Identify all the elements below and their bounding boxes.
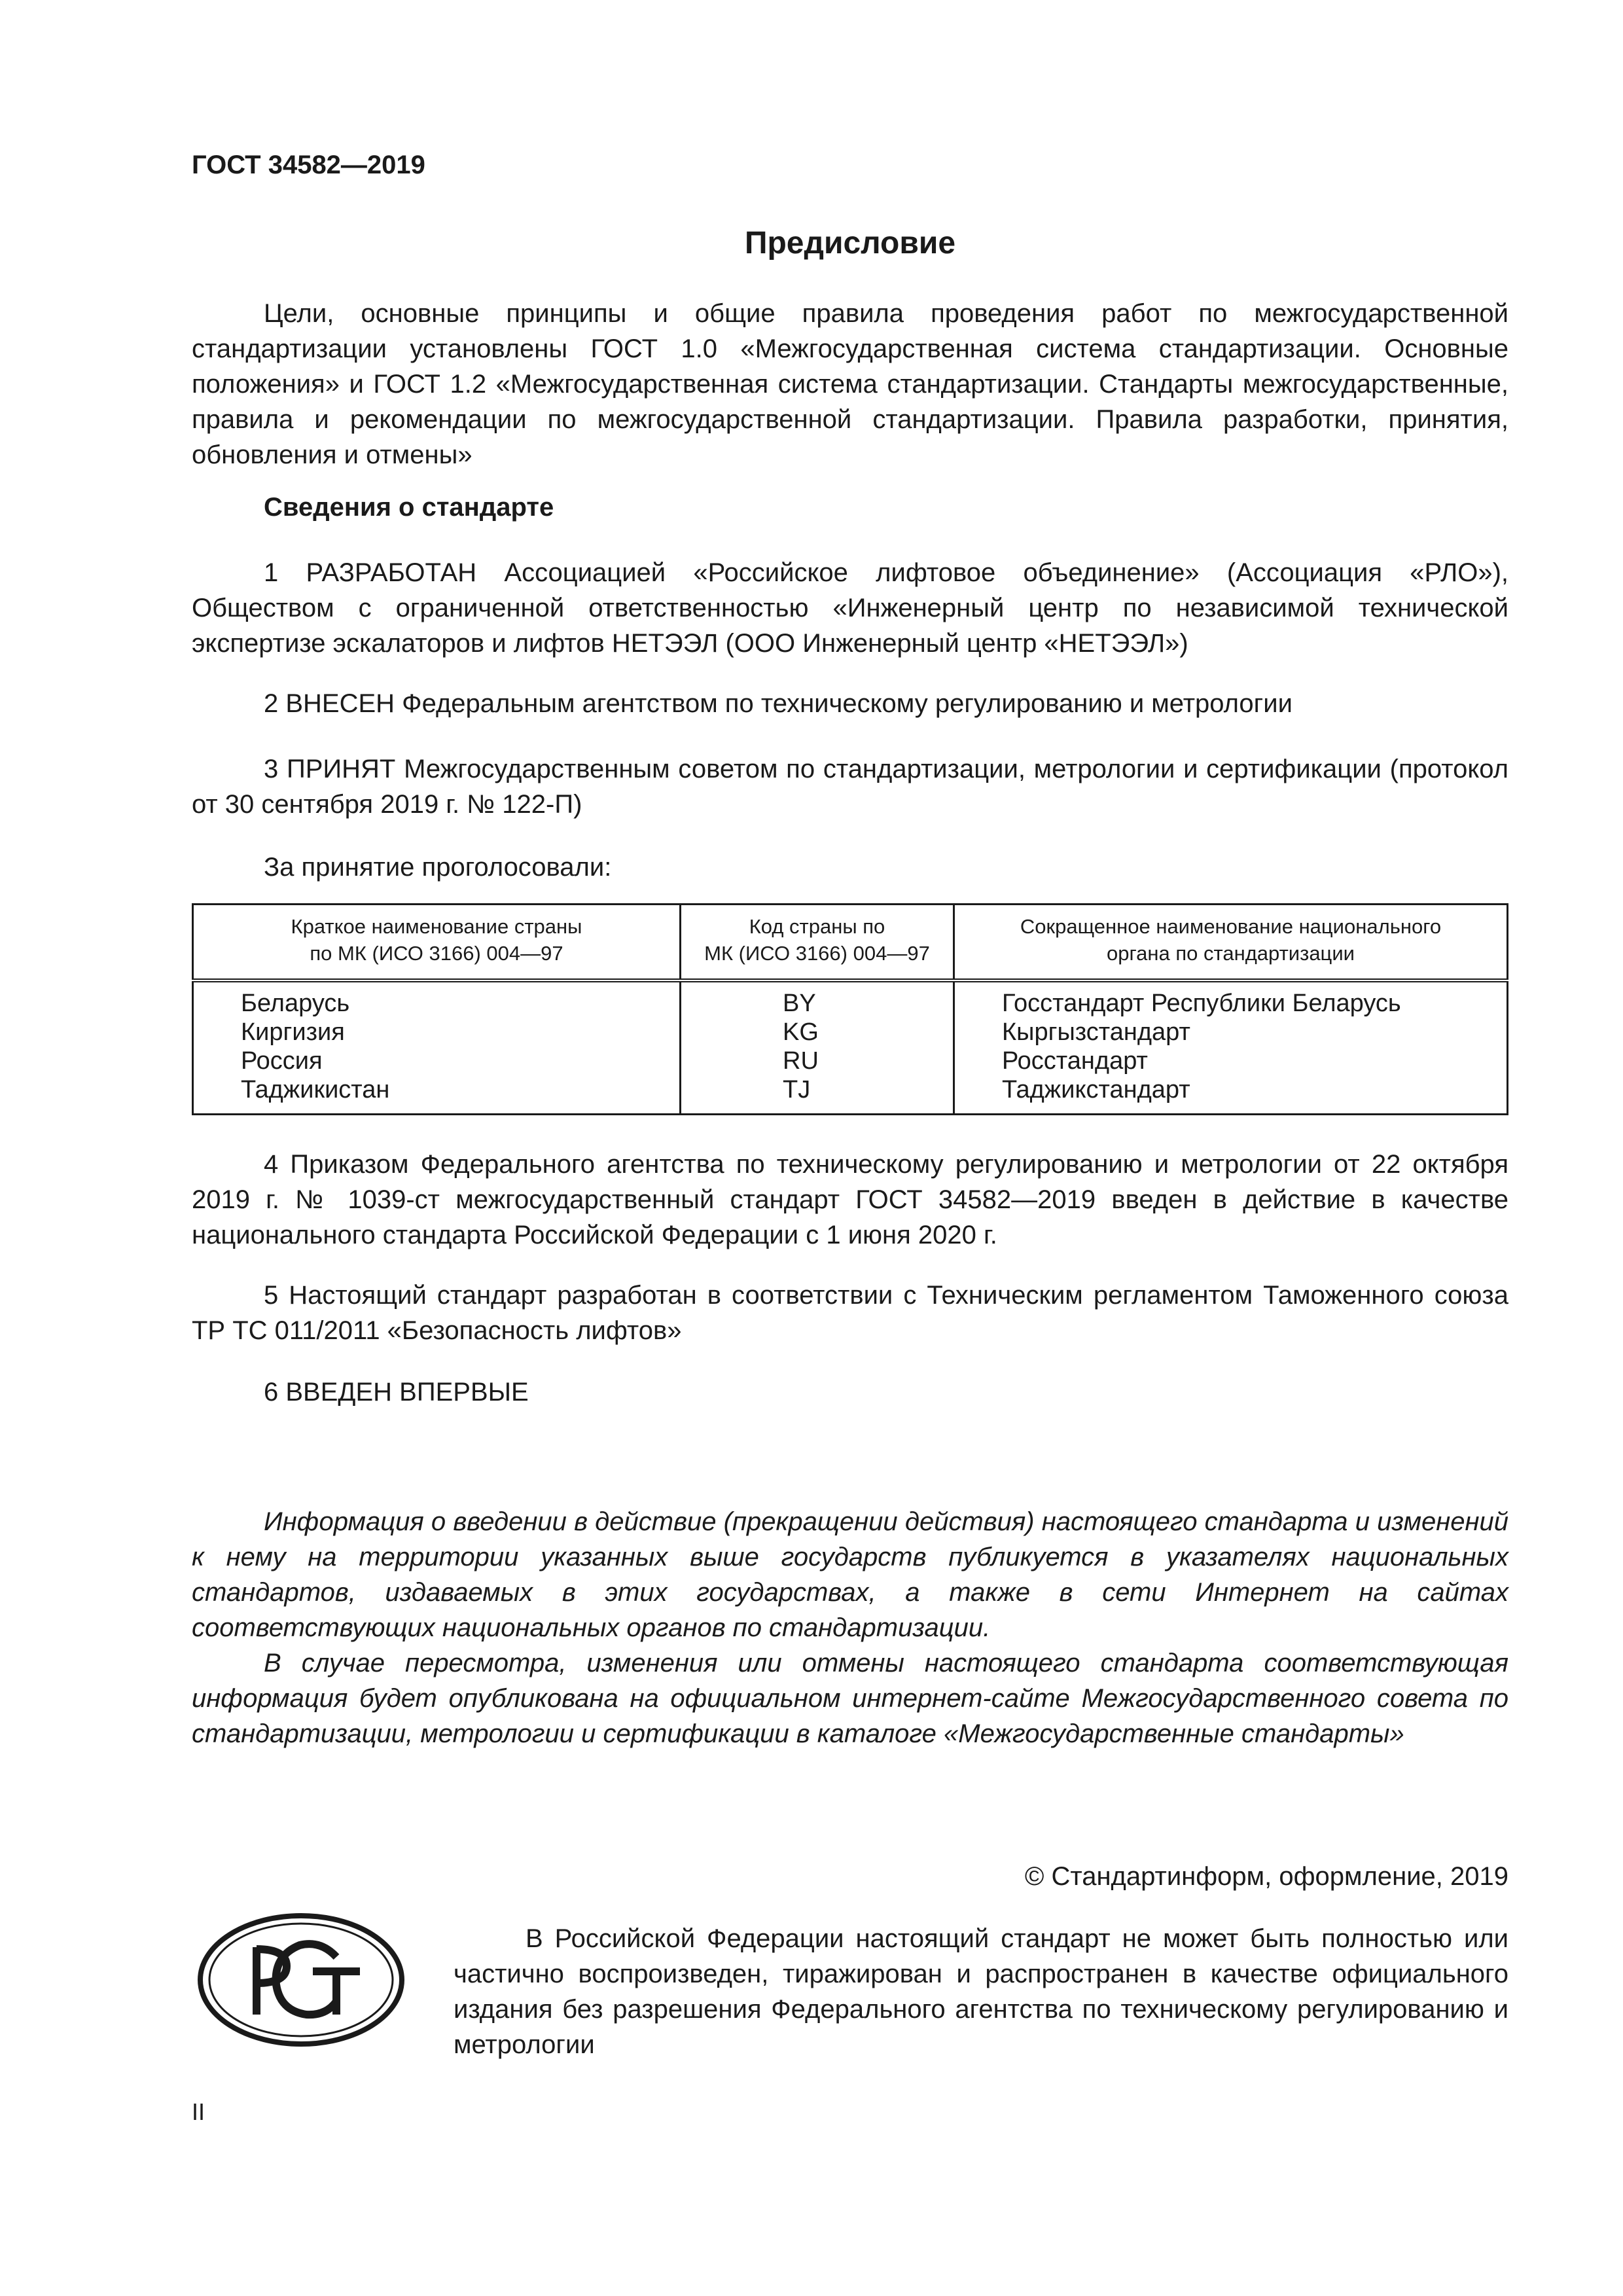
table-header-row: [193, 905, 1508, 981]
copyright-line: © Стандартинформ, оформление, 2019: [1024, 1862, 1508, 1891]
item-1-developed: 1 РАЗРАБОТАН Ассоциацией «Российское лифтовое объединение» (Ассоциация «РЛО»), Обществом с ограниченной ответственностью «Инженерный центр по независимой технической экспертизе эскалаторов и лифтов НЕТЭЭЛ (ООО Инженерный центр «НЕТЭЭЛ»): [192, 558, 1508, 658]
pct-certification-logo-icon: [196, 1911, 406, 2049]
table-row: [193, 980, 1508, 1115]
header-country-code: Код страны по МК (ИСО 3166) 004—97: [681, 905, 954, 981]
intro-paragraph: Цели, основные принципы и общие правила проведения работ по межгосударственной стандартизации установлены ГОСТ 1.0 «Межгосударственная система стандартизации. Основные положения» и ГОСТ 1.2 «Межгосударственная система стандартизации. Стандарты межгосударственные, правила и рекомендации по межгосударственной стандартизации. Правила разработки, принятия, обновления и отмены»: [192, 299, 1508, 469]
rights-notice: В Российской Федерации настоящий стандарт не может быть полностью или частично воспроизведен, тиражирован и распространен в качестве официального издания без разрешения Федерального агентства по техническому регулированию и метрологии: [454, 1924, 1508, 2059]
country-codes-cell: [681, 980, 954, 1115]
item-3-adopted: 3 ПРИНЯТ Межгосударственным советом по стандартизации, метрологии и сертификации (протокол от 30 сентября 2019 г. № 122-П): [192, 755, 1508, 819]
header-country-name: Краткое наименование страны по МК (ИСО 3166) 004—97: [193, 905, 681, 981]
standards-body: Росстандарт: [1002, 1047, 1148, 1075]
country-code: KG: [783, 1018, 819, 1046]
country-code: RU: [783, 1047, 819, 1075]
page-number: II: [192, 2098, 205, 2125]
item-5-regulation: 5 Настоящий стандарт разработан в соответствии с Техническим регламентом Таможенного союза ТР ТС 011/2011 «Безопасность лифтов»: [192, 1281, 1508, 1345]
standards-body: Таджикстандарт: [1002, 1076, 1190, 1103]
page-title: Предисловие: [744, 226, 956, 260]
standards-body: Кыргызстандарт: [1002, 1018, 1190, 1046]
item-6-introduced-first: 6 ВВЕДЕН ВПЕРВЫЕ: [264, 1378, 529, 1407]
notice-paragraph-1: Информация о введении в действие (прекращении действия) настоящего стандарта и изменений к нему на территории указанных выше государств публикуется в указателях национальных стандартов, издаваемых в этих государствах, а также в сети Интернет на сайтах соответствующих национальных органов по стандартизации.: [192, 1507, 1508, 1642]
country-code: TJ: [783, 1076, 811, 1103]
country-name: Таджикистан: [241, 1076, 390, 1103]
country-name: Киргизия: [241, 1018, 345, 1046]
item-4-order: 4 Приказом Федерального агентства по техническому регулированию и метрологии от 22 октября 2019 г. № 1039-ст межгосударственный стандарт ГОСТ 34582—2019 введен в действие в качестве национального стандарта Российской Федерации с 1 июня 2020 г.: [192, 1150, 1508, 1249]
voted-label: За принятие проголосовали:: [264, 853, 612, 882]
header-standards-body: Сокращенное наименование национального органа по стандартизации: [954, 905, 1508, 981]
country-name: Беларусь: [241, 990, 350, 1017]
country-code: BY: [783, 990, 816, 1017]
item-2-introduced: 2 ВНЕСЕН Федеральным агентством по техническому регулированию и метрологии: [264, 689, 1293, 718]
standards-bodies-cell: [954, 980, 1508, 1115]
document-header: ГОСТ 34582—2019: [192, 151, 425, 179]
voting-table: [192, 903, 1508, 1115]
country-name: Россия: [241, 1047, 323, 1075]
notice-paragraph-2: В случае пересмотра, изменения или отмены настоящего стандарта соответствующая информация будет опубликована на официальном интернет-сайте Межгосударственного совета по стандартизации, метрологии и сертификации в каталоге «Межгосударственные стандарты»: [192, 1649, 1508, 1748]
country-names-cell: [193, 980, 681, 1115]
section-heading: Сведения о стандарте: [264, 493, 554, 522]
standards-body: Госстандарт Республики Беларусь: [1002, 990, 1401, 1017]
